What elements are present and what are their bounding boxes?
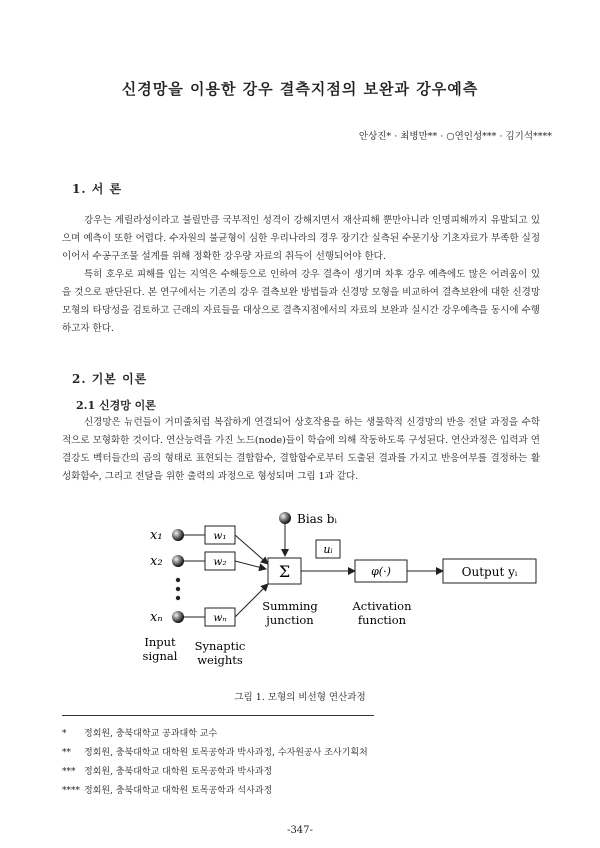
activation-function-label-line1: Activation — [352, 599, 412, 613]
input-node-2 — [172, 555, 184, 567]
section-1-paragraph-1: 강우는 게릴라성이라고 불릴만큼 국부적인 성격이 강해지면서 재산피해 뿐만아니라 인명피해까지 유발되고 있으며 예측이 또한 어렵다. 수자원의 불균형이 심한 우리나라의 경우 장기간 실측된 수문기상 기초자료가 부족한 실정이어서 수공구조물 설계를 위해 정확한 강우량 자료의 취득이 선행되어야 한다. — [62, 215, 540, 262]
bias-node — [279, 512, 291, 524]
ellipsis-dot — [176, 587, 180, 591]
synaptic-weights-label-line2: weights — [197, 653, 243, 667]
net-input-label: uᵢ — [323, 543, 333, 556]
footnote-mark: ** — [62, 748, 71, 758]
footnote-text: 정회원, 충북대학교 대학원 토목공학과 박사과정, 수자원공사 조사기획처 — [84, 748, 368, 758]
sigma-symbol: Σ — [278, 562, 291, 581]
section-1-body — [62, 212, 540, 338]
input-node-1 — [172, 529, 184, 541]
weight-w1-label: w₁ — [213, 530, 227, 542]
section-2-body — [62, 414, 540, 486]
ellipsis-dot — [176, 578, 180, 582]
input-node-n — [172, 611, 184, 623]
section-2-heading: 2. 기본 이론 — [72, 372, 148, 386]
synaptic-weights-label-line1: Synaptic — [194, 639, 246, 653]
ellipsis-dot — [176, 596, 180, 600]
weight-wn-label: wₙ — [213, 612, 227, 624]
footnote-text: 정회원, 충북대학교 공과대학 교수 — [84, 729, 218, 739]
section-2-paragraph-1: 신경망은 뉴런들이 거미줄처럼 복잡하게 연결되어 상호작용을 하는 생물학적 신경망의 반응 전달 과정을 수학적으로 모형화한 것이다. 연산능력을 가진 노드(node)들이 학습에 의해 작동하도록 구성된다. 연산과정은 입력과 연결강도 벡터들간의 곱의 형태로 표현되는 결합함수, 결합함수로부터 도출된 결과를 가지고 반응여부를 결정하는 활성화함수, 그리고 전달을 위한 출력의 과정으로 형성되며 그림 1과 같다. — [62, 417, 540, 482]
input-x2-label: x₂ — [150, 554, 163, 569]
section-1-heading: 1. 서 론 — [72, 182, 123, 196]
subsection-2-1-heading: 2.1 신경망 이론 — [76, 399, 156, 412]
section-1-paragraph-2: 특히 호우로 피해를 입는 지역은 수해등으로 인하여 강우 결측이 생기며 차후 강우 예측에도 많은 어려움이 있을 것으로 판단된다. 본 연구에서는 기존의 강우 결측보완 방법들과 신경망 모형을 비교하여 결측보완에 대한 신경망 모형의 타당성을 검토하고 근래의 자료들을 대상으로 결측지점에서의 자료의 보완과 실시간 강우예측을 동시에 수행하고자 한다. — [62, 269, 540, 334]
footnote-3 — [62, 764, 272, 777]
footnote-1 — [62, 726, 217, 739]
input-x1-label: x₁ — [150, 528, 163, 543]
footnote-mark: *** — [62, 767, 76, 777]
summing-junction-label-line2: junction — [266, 613, 314, 627]
footnote-text: 정회원, 충북대학교 대학원 토목공학과 박사과정 — [84, 767, 273, 777]
input-signal-label-line2: signal — [142, 649, 178, 663]
neuron-model-figure — [0, 500, 600, 680]
footnote-4 — [62, 783, 272, 796]
paper-title: 신경망을 이용한 강우 결측지점의 보완과 강우예측 — [121, 80, 479, 98]
footnote-2 — [62, 745, 368, 758]
activation-function-label-line2: function — [357, 613, 407, 627]
footnote-mark: **** — [62, 786, 80, 796]
footnote-text: 정회원, 충북대학교 대학원 토목공학과 석사과정 — [84, 786, 273, 796]
arrow-to-sum — [235, 535, 268, 564]
weight-w2-label: w₂ — [213, 556, 227, 568]
author-line: 안상진* · 최병만** · ○연인성*** · 김기석**** — [358, 131, 552, 142]
figure-caption: 그림 1. 모형의 비선형 연산과정 — [234, 692, 366, 703]
summing-junction-label-line1: Summing — [262, 599, 318, 613]
output-label: Output yᵢ — [461, 565, 518, 579]
footnote-divider — [62, 715, 374, 716]
page-number: -347- — [287, 825, 313, 836]
footnote-mark: * — [62, 729, 67, 739]
bias-label: Bias bᵢ — [297, 512, 337, 526]
activation-label: φ(·) — [371, 565, 391, 578]
input-signal-label-line1: Input — [144, 635, 176, 649]
input-xn-label: xₙ — [150, 610, 163, 625]
arrow-to-sum — [235, 561, 266, 569]
